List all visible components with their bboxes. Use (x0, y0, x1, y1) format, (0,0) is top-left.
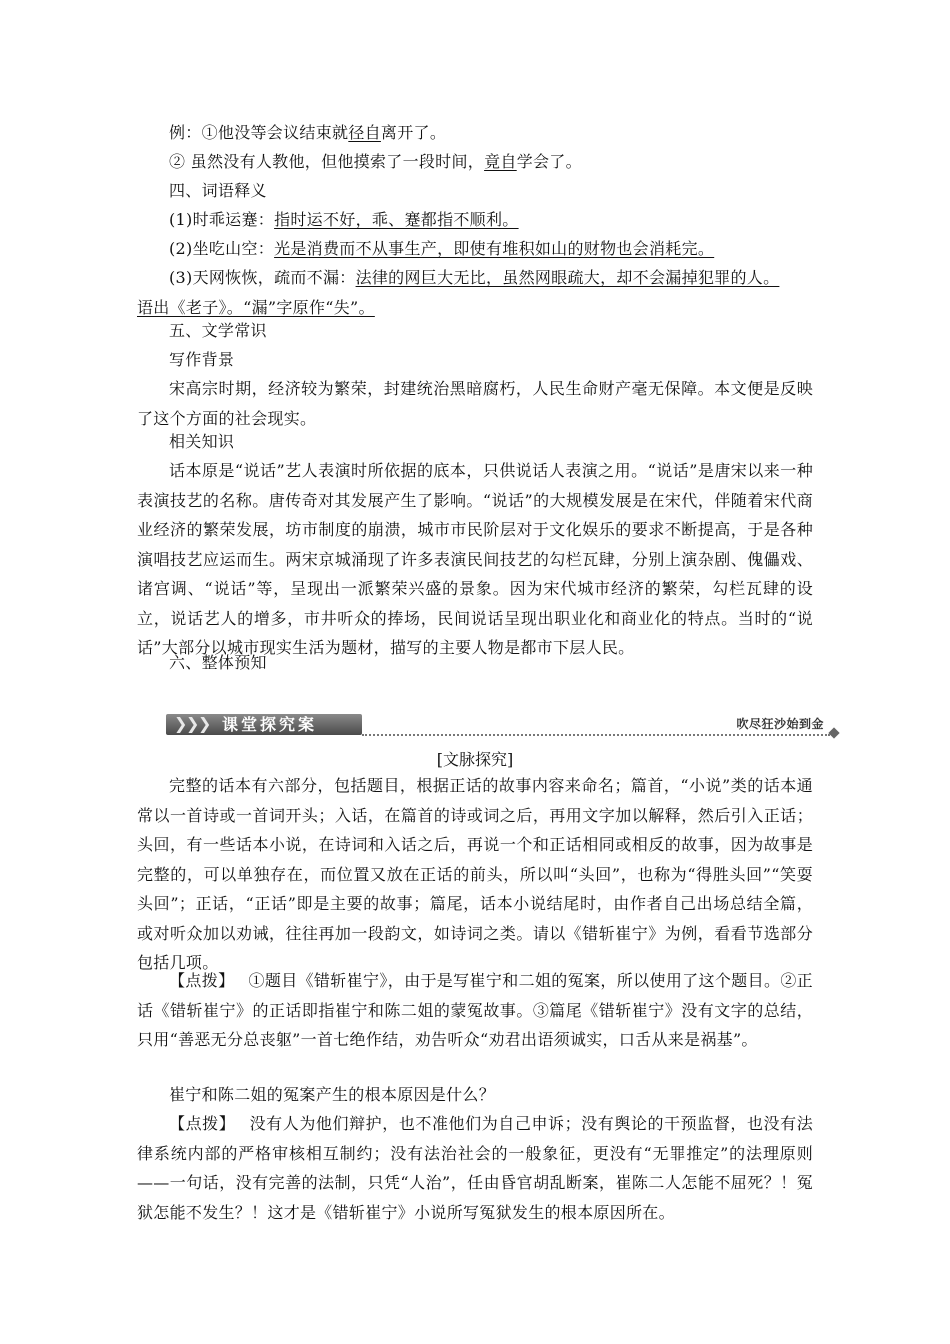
hint-1-text: ①题目《错斩崔宁》，由于是写崔宁和二姐的冤案，所以使用了这个题目。②正话《错斩崔宁》的正话即指崔宁和陈二姐的蒙冤故事。③篇尾《错斩崔宁》没有文字的总结，只用“善恶无分总丧躯”一首七绝作结，劝告听众“劝君出语须诚实，口舌从来是祸基”。 (137, 971, 813, 1049)
vocab-item-1 (137, 205, 813, 235)
banner-dotted-line (362, 734, 830, 736)
explore-paragraph: 完整的话本有六部分，包括题目，根据正话的故事内容来命名；篇首，“小说”类的话本通常以一首诗或一首词开头；入话，在篇首的诗或词之后，再用文字加以解释，然后引入正话；头回，有一些话本小说，在诗词和入话之后，再说一个和正话相同或相反的故事，因为故事是完整的，可以单独存在，而位置又放在正话的前头，所以叫“头回”，也称为“得胜头回”“笑耍头回”；正话，“正话”即是主要的故事；篇尾，话本小说结尾时，由作者自己出场总结全篇，或对听众加以劝诫，往往再加一段韵文，如诗词之类。请以《错斩崔宁》为例，看看节选部分包括几项。 (137, 776, 813, 972)
vocab-def-1: 指时运不好，乖、蹇都指不顺利。 (274, 210, 519, 229)
related-knowledge-heading: 相关知识 (169, 432, 235, 451)
vocab-def-3-source: 语出《老子》。“漏”字原作“失”。 (137, 297, 375, 317)
example-2-suffix: 学会了。 (516, 152, 582, 171)
question: 崔宁和陈二姐的冤案产生的根本原因是什么？ (169, 1085, 496, 1104)
example-1-keyword: 径自 (348, 123, 381, 142)
vocab-term-1: (1)时乖运蹇： (169, 210, 275, 229)
hint-2-text: 没有人为他们辩护，也不准他们为自己申诉；没有舆论的干预监督，也没有法律系统内部的严格审核相互制约；没有法治社会的一般象征，更没有“无罪推定”的法理原则——一句话，没有完善的法制，只凭“人治”，任由昏官胡乱断案，崔陈二人怎能不屈死？！冤狱怎能不发生？！这才是《错斩崔宁》小说所写冤狱发生的根本原因所在。 (137, 1114, 814, 1222)
vocab-item-3 (137, 263, 813, 322)
banner-title: 课堂探究案 (222, 715, 318, 734)
vocab-item-2 (137, 234, 813, 264)
chevron-right-icon: ❯ (198, 714, 212, 733)
section-5-heading: 五、文学常识 (169, 321, 267, 340)
chevron-right-icon: ❯ (174, 714, 188, 733)
vocab-def-3: 法律的网巨大无比，虽然网眼疏大，却不会漏掉犯罪的人。 (355, 268, 780, 287)
hint-1 (137, 966, 813, 1055)
diamond-icon (828, 727, 839, 738)
example-2-keyword: 竟自 (484, 152, 517, 171)
hint-1-label: 【点拨】 (169, 971, 235, 990)
hint-2 (137, 1109, 813, 1227)
example-1-prefix: 例：①他没等会议结束就 (169, 123, 349, 142)
example-1 (137, 118, 813, 148)
chevron-right-icon: ❯ (186, 714, 200, 733)
section-4-heading: 四、词语释义 (169, 181, 267, 200)
hint-2-label: 【点拨】 (169, 1114, 236, 1133)
example-2-prefix: ② 虽然没有人教他，但他摸索了一段时间， (169, 152, 485, 171)
example-2 (137, 147, 813, 177)
vocab-term-3: (3)天网恢恢，疏而不漏： (169, 268, 356, 287)
banner-slogan: 吹尽狂沙始到金 (736, 717, 824, 731)
section-banner (166, 712, 838, 738)
example-1-suffix: 离开了。 (380, 123, 447, 142)
section-6-heading: 六、整体预知 (169, 653, 267, 672)
writing-background-text: 宋高宗时期，经济较为繁荣，封建统治黑暗腐朽，人民生命财产毫无保障。本文便是反映了这个方面的社会现实。 (137, 379, 813, 428)
related-knowledge-text: 话本原是“说话”艺人表演时所依据的底本，只供说话人表演之用。“说话”是唐宋以来一种表演技艺的名称。唐传奇对其发展产生了影响。“说话”的大规模发展是在宋代，伴随着宋代商业经济的繁荣发展，坊市制度的崩溃，城市市民阶层对于文化娱乐的要求不断提高，于是各种演唱技艺应运而生。两宋京城涌现了许多表演民间技艺的勾栏瓦肆，分别上演杂剧、傀儡戏、诸宫调、“说话”等，呈现出一派繁荣兴盛的景象。因为宋代城市经济的繁荣，勾栏瓦肆的设立，说话艺人的增多，市井听众的捧场，民间说话呈现出职业化和商业化的特点。当时的“说话”大部分以城市现实生活为题材，描写的主要人物是都市下层人民。 (137, 461, 813, 657)
vocab-def-2: 光是消费而不从事生产，即使有堆积如山的财物也会消耗完。 (274, 239, 715, 258)
vocab-term-2: (2)坐吃山空： (169, 239, 275, 258)
explore-title: [文脉探究] (436, 750, 514, 769)
writing-background-heading: 写作背景 (169, 350, 235, 369)
